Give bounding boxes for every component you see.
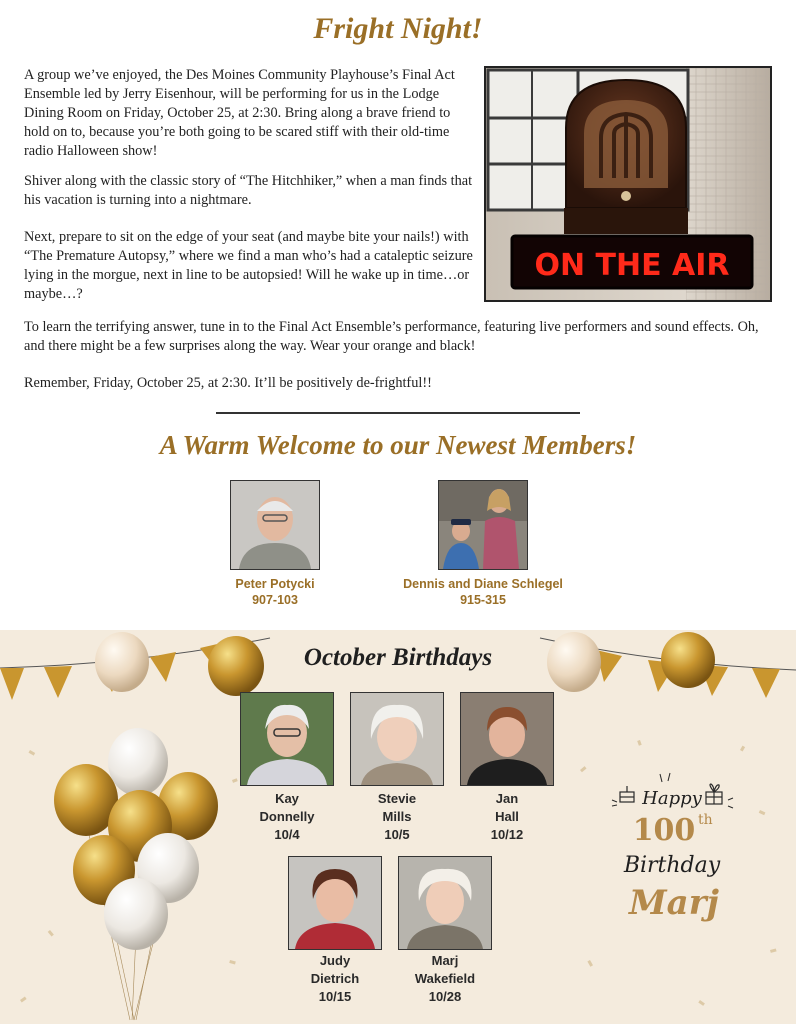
member-photo-peter-potycki bbox=[230, 480, 320, 570]
birthday-photo-judy-dietrich bbox=[288, 856, 382, 950]
member-name: Peter Potycki bbox=[235, 577, 315, 591]
honoree-name: Marj bbox=[629, 883, 719, 923]
fright-night-paragraph-1: A group we’ve enjoyed, the Des Moines Community Playhouse’s Final Act Ensemble led by Jerry Eisenhour, will be performing for us in the Lodge Dining Room on Friday, October 25, at 2:30. Bring along a brave friend to hold on to, because you’re both going to be scared stiff with their old-time radio Halloween show! bbox=[24, 67, 455, 159]
welcome-title: A Warm Welcome to our Newest Members! bbox=[159, 430, 637, 460]
birthday-last-name: Wakefield bbox=[414, 971, 476, 986]
member-photo-schlegel bbox=[438, 480, 528, 570]
fright-night-paragraph-5: Remember, Friday, October 25, at 2:30. It’ll be positively de-frightful!! bbox=[24, 375, 432, 391]
gift-icon bbox=[706, 784, 722, 804]
birthday-caption-jan-hall bbox=[460, 790, 554, 844]
fright-night-paragraph-4: To learn the terrifying answer, tune in to the Final Act Ensemble’s performance, featuring live performers and sound effects. Oh, and there might be a few surprises along the way. Wear your orange and black! bbox=[24, 319, 759, 354]
birthday-date: 10/28 bbox=[428, 989, 462, 1004]
birthday-photo-kay-donnelly bbox=[240, 692, 334, 786]
birthday-first-name: Kay bbox=[275, 791, 299, 806]
hundred-suffix: th bbox=[698, 812, 713, 828]
fright-night-paragraph-3: Next, prepare to sit on the edge of your seat (and maybe bite your nails!) with “The Premature Autopsy,” where we find a man who’s had a cataleptic seizure lying in the morgue, next in line to be autopsied! Will he wake up in time…or maybe…? bbox=[24, 229, 473, 302]
happy-text: Happy bbox=[642, 788, 702, 809]
birthday-photo-stevie-mills bbox=[350, 692, 444, 786]
cake-icon bbox=[620, 786, 634, 802]
birthday-date: 10/15 bbox=[318, 989, 352, 1004]
birthday-caption-stevie-mills bbox=[350, 790, 444, 844]
section-divider bbox=[216, 412, 580, 414]
fright-night-title: Fright Night! bbox=[313, 12, 483, 45]
happy-100th-birthday-marj bbox=[608, 772, 738, 932]
birthday-date: 10/5 bbox=[384, 827, 410, 842]
birthdays-title: October Birthdays bbox=[303, 644, 493, 671]
birthday-caption-kay-donnelly bbox=[240, 790, 334, 844]
on-the-air-sign-text: ON THE AIR bbox=[534, 248, 730, 283]
birthday-first-name: Judy bbox=[319, 953, 351, 968]
on-the-air-radio-photo bbox=[484, 66, 772, 302]
member-name: Dennis and Diane Schlegel bbox=[403, 577, 563, 591]
birthday-photo-marj-wakefield bbox=[398, 856, 492, 950]
birthday-caption-judy-dietrich bbox=[288, 952, 382, 1006]
hundred-number: 100 bbox=[632, 813, 696, 848]
birthday-last-name: Hall bbox=[495, 809, 519, 824]
birthday-caption-marj-wakefield bbox=[398, 952, 492, 1006]
birthday-word: Birthday bbox=[623, 853, 721, 878]
birthday-photo-jan-hall bbox=[460, 692, 554, 786]
birthday-last-name: Dietrich bbox=[310, 971, 360, 986]
birthday-date: 10/4 bbox=[274, 827, 300, 842]
fright-night-paragraph-2: Shiver along with the classic story of “The Hitchhiker,” when a man finds that his vacation is turning into a nightmare. bbox=[24, 173, 473, 208]
member-unit: 907-103 bbox=[252, 593, 298, 607]
birthday-first-name: Marj bbox=[431, 953, 459, 968]
birthday-first-name: Stevie bbox=[377, 791, 417, 806]
member-caption-schlegel bbox=[393, 576, 573, 608]
birthday-last-name: Donnelly bbox=[259, 809, 315, 824]
birthday-date: 10/12 bbox=[490, 827, 524, 842]
member-unit: 915-315 bbox=[460, 593, 506, 607]
birthday-last-name: Mills bbox=[382, 809, 412, 824]
birthday-first-name: Jan bbox=[495, 791, 519, 806]
member-caption-peter-potycki bbox=[195, 576, 355, 608]
